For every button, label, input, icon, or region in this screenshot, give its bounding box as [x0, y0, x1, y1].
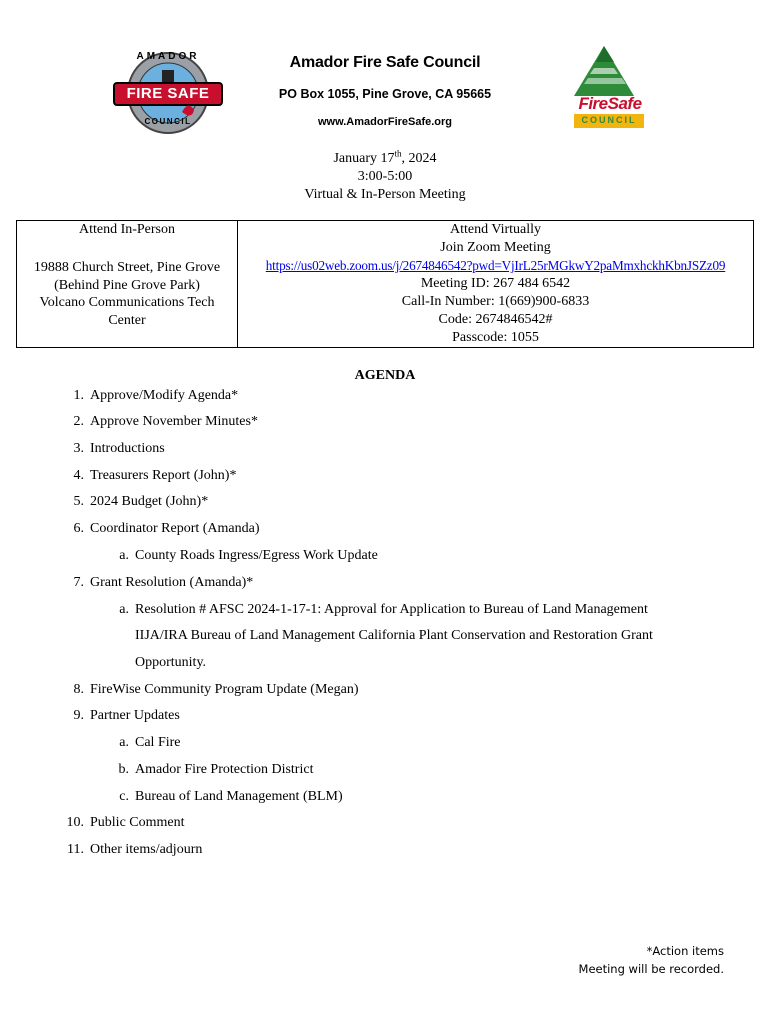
agenda-item: 9. Partner Updates [73, 708, 180, 723]
agenda-item: 3. Introductions [73, 441, 165, 456]
org-name: Amador Fire Safe Council [289, 54, 481, 71]
agenda-item: 11. Other items/adjourn [67, 842, 203, 857]
logo-text-bottom: COUNCIL [144, 117, 192, 126]
meeting-code: Code: 2674846542# [438, 311, 553, 327]
zoom-meeting-link[interactable]: https://us02web.zoom.us/j/2674846542?pwd=VjIrL25rMGkwY2paMmxhckhKbnJSZz09 [265, 257, 726, 273]
logo-firesafe-text: FireSafe [578, 94, 642, 113]
agenda-item: 8. FireWise Community Program Update (Megan) [73, 682, 359, 697]
firesafe-council-logo [566, 44, 650, 139]
agenda-item: 5. 2024 Budget (John)* [73, 494, 209, 509]
agenda-item: 7. Grant Resolution (Amanda)* [73, 575, 254, 590]
virtual-cell [238, 221, 754, 348]
meeting-id: Meeting ID: 267 484 6542 [420, 276, 571, 292]
agenda-item: 1. Approve/Modify Agenda* [73, 388, 239, 403]
attendance-table [16, 220, 754, 348]
amador-fire-safe-logo [110, 50, 226, 141]
logo-text-banner: FIRE SAFE [126, 85, 210, 102]
call-in-number: Call-In Number: 1(669)900-6833 [401, 294, 590, 310]
in-person-address: 19888 Church Street, Pine Grove (Behind Pine Grove Park) Volcano Communications Tech Center [33, 259, 221, 329]
recorded-note: Meeting will be recorded. [578, 962, 724, 976]
agenda-subitem: a. Cal Fire [119, 735, 181, 750]
meeting-type: Virtual & In-Person Meeting [304, 187, 466, 202]
agenda-subitem: b. Amador Fire Protection District [118, 762, 314, 777]
meeting-time: 3:00-5:00 [357, 169, 413, 184]
meeting-info [235, 150, 535, 204]
meeting-passcode: Passcode: 1055 [452, 329, 539, 345]
org-address: PO Box 1055, Pine Grove, CA 95665 [278, 87, 492, 101]
agenda-item: 6. Coordinator Report (Amanda) [73, 521, 260, 536]
agenda-title: AGENDA [354, 368, 416, 383]
agenda-subitem-continued: Opportunity. [135, 655, 207, 670]
logo-council-text: COUNCIL [581, 115, 637, 125]
logo-text-top: AMADOR [136, 51, 200, 62]
agenda-subitem: a. County Roads Ingress/Egress Work Update [119, 548, 378, 563]
agenda-subitem-continued: IIJA/IRA Bureau of Land Management California Plant Conservation and Restoration Grant [135, 628, 653, 643]
meeting-date: January 17th, 2024 [333, 148, 437, 166]
agenda-subitem: a. Resolution # AFSC 2024-1-17-1: Approval for Application to Bureau of Land Management [119, 602, 648, 617]
zoom-title: Join Zoom Meeting [440, 239, 551, 255]
agenda-item: 2. Approve November Minutes* [73, 414, 258, 429]
agenda-subitem: c. Bureau of Land Management (BLM) [119, 789, 343, 804]
in-person-cell [17, 221, 238, 348]
agenda-item: 10. Public Comment [66, 815, 185, 830]
agenda-item: 4. Treasurers Report (John)* [73, 468, 237, 483]
footer-note [579, 942, 724, 978]
in-person-header: Attend In-Person [78, 222, 176, 237]
org-website: www.AmadorFireSafe.org [317, 116, 453, 128]
virtual-header: Attend Virtually [449, 222, 542, 237]
action-items-note: *Action items [646, 944, 724, 958]
